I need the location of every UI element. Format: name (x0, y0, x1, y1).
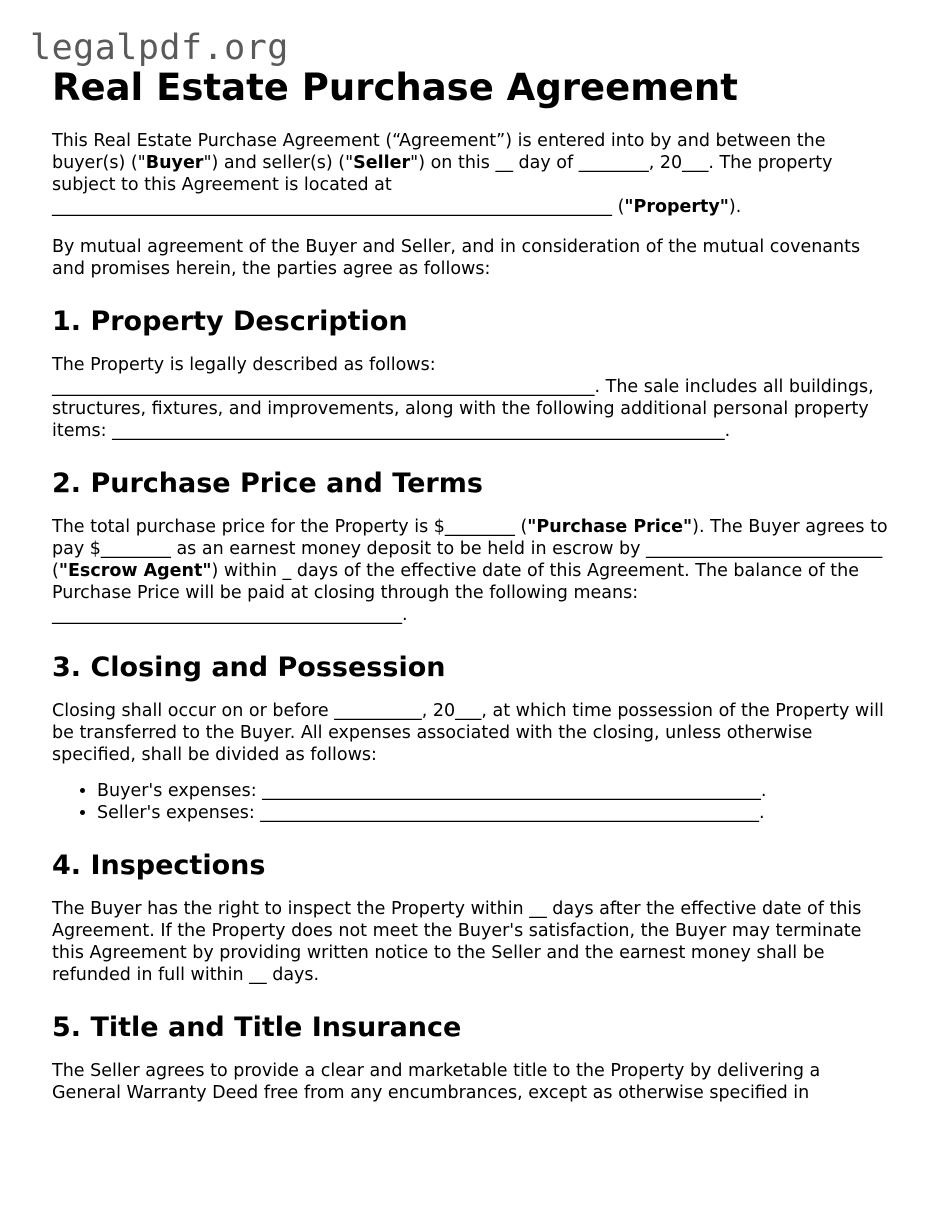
watermark: legalpdf.org (30, 28, 289, 68)
section-5-body: The Seller agrees to provide a clear and marketable title to the Property by delivering a General Warranty Deed free from any encumbrances, except as otherwise specified in (52, 1061, 821, 1103)
document-body (52, 64, 892, 1122)
intro-text-1: This Real Estate Purchase Agreement (“Agreement”) is entered into by and between the buyer(s) (" (52, 131, 826, 173)
section-2-text-1: The total purchase price for the Property is $________ ( (52, 517, 528, 537)
buyer-term: Buyer (145, 153, 204, 173)
mutual-agreement-paragraph: By mutual agreement of the Buyer and Seller, and in consideration of the mutual covenants and promises herein, the parties agree as follows: (52, 237, 861, 279)
list-item: • Buyer's expenses: _________________________________________________________. (97, 780, 892, 802)
section-3-body: Closing shall occur on or before __________, 20___, at which time possession of the Property will be transferred to the Buyer. All expenses associated with the closing, unless otherwise specified, shall be divided as follows: (52, 701, 884, 765)
section-1-body: The Property is legally described as follows: ______________________________________________________________. The sale includes all buildings, structures, fixtures, and improvements, along with the following additional personal property items: ______________________________________________________________________. (52, 355, 874, 441)
list-item: • Seller's expenses: _________________________________________________________. (97, 802, 892, 824)
purchase-price-term: "Purchase Price" (527, 517, 693, 537)
intro-text-4: ). (728, 197, 742, 217)
escrow-agent-term: "Escrow Agent" (58, 561, 212, 581)
section-3-heading: 3. Closing and Possession (52, 652, 446, 683)
property-term: "Property" (624, 197, 729, 217)
intro-text-2: ") and seller(s) (" (203, 153, 354, 173)
expenses-list (52, 780, 892, 824)
intro-text-3: ") on this __ day of ________, 20___. The property subject to this Agreement is located at ________________________________________________________________ ( (52, 153, 833, 217)
section-4-body: The Buyer has the right to inspect the Property within __ days after the effective date of this Agreement. If the Property does not meet the Buyer's satisfaction, the Buyer may terminate this Agreement by providing written notice to the Seller and the earnest money shall be refunded in full within __ days. (52, 899, 862, 985)
seller-term: Seller (353, 153, 411, 173)
section-2-body (52, 516, 892, 626)
section-5-heading: 5. Title and Title Insurance (52, 1012, 462, 1043)
intro-paragraph (52, 130, 892, 218)
section-4-heading: 4. Inspections (52, 850, 266, 881)
section-2-text-3: ) within _ days of the effective date of this Agreement. The balance of the Purchase Price will be paid at closing through the following means: ________________________________________. (52, 561, 860, 625)
section-2-text-2: ). The Buyer agrees to pay $________ as an earnest money deposit to be held in escrow by ___________________________ ( (52, 517, 888, 581)
document-title: Real Estate Purchase Agreement (52, 66, 738, 109)
section-2-heading: 2. Purchase Price and Terms (52, 468, 483, 499)
section-1-heading: 1. Property Description (52, 306, 408, 337)
